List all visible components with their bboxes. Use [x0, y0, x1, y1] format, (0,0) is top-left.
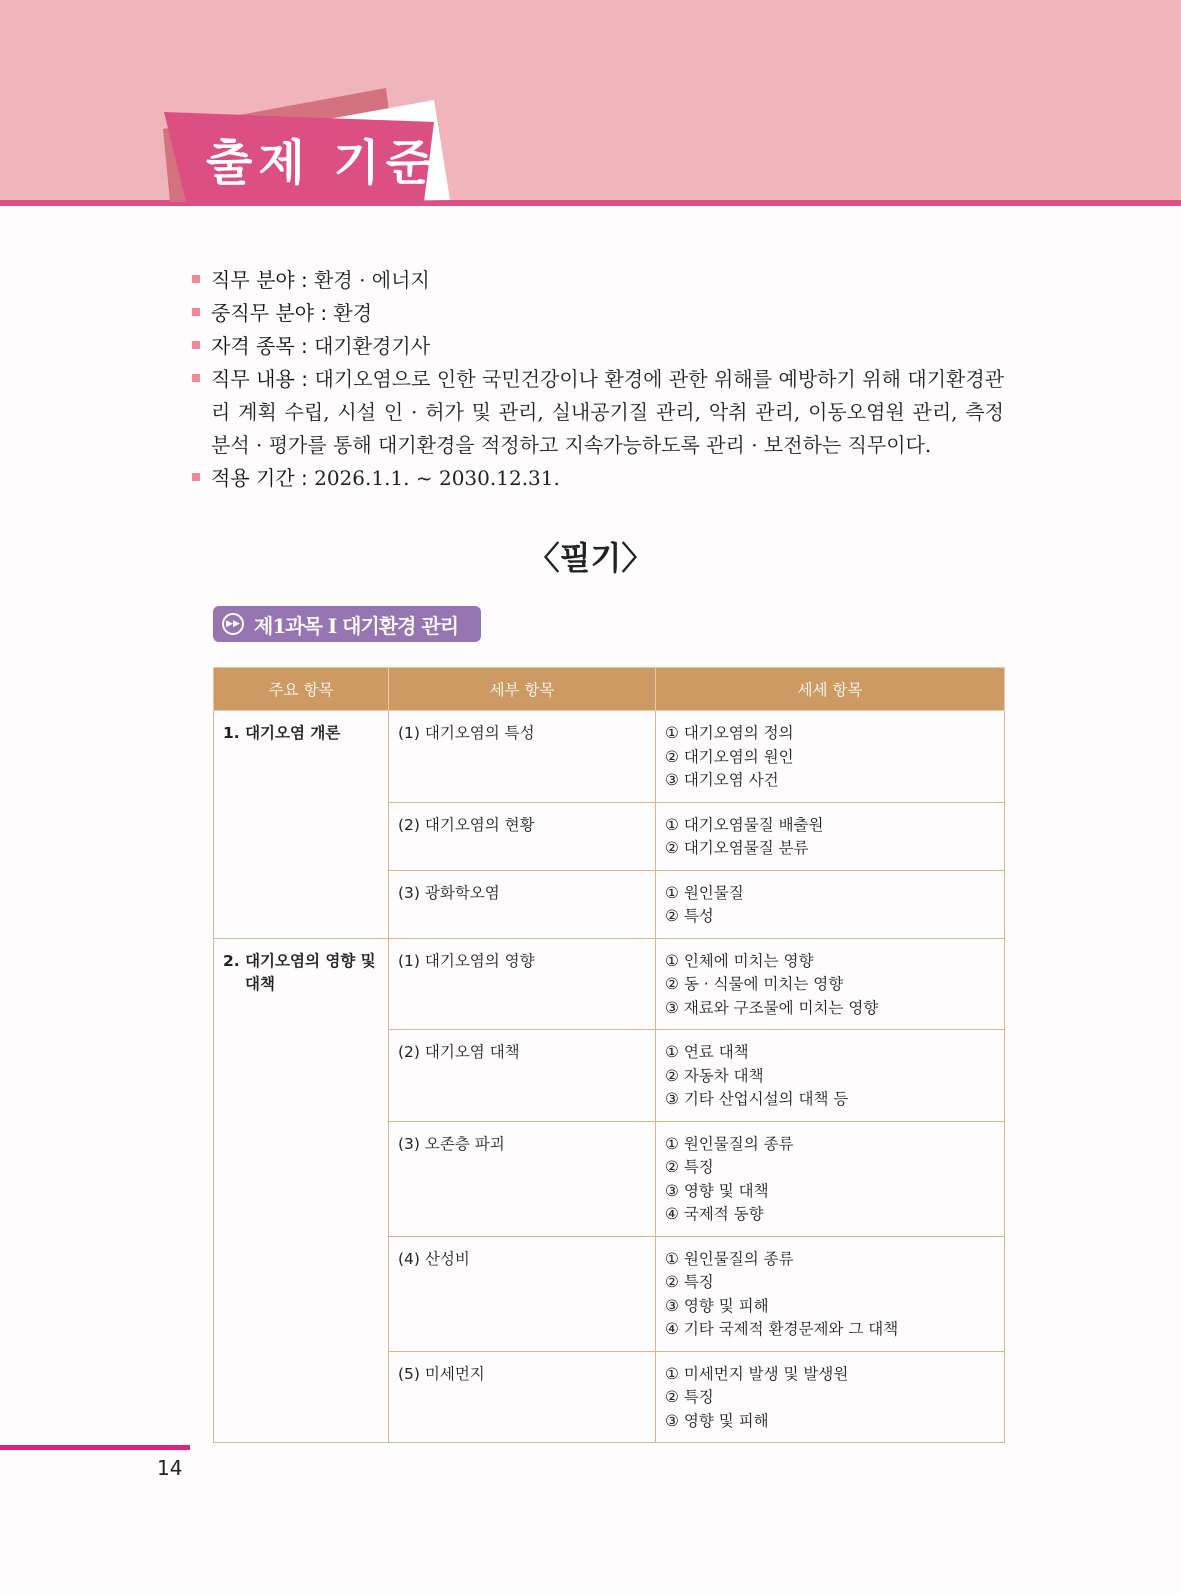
info-label: 자격 종목	[211, 334, 295, 358]
sub-items-cell	[656, 870, 1005, 938]
info-item: 직무 분야 : 환경 · 에너지	[192, 264, 1004, 297]
sub-item: ① 연료 대책	[665, 1043, 749, 1061]
table-header-row	[214, 668, 1005, 711]
sub-items-cell	[656, 802, 1005, 870]
detail-item-cell: (4) 산성비	[389, 1236, 656, 1351]
sub-item: ③ 영향 및 피해	[665, 1296, 769, 1315]
detail-item-cell: (1) 대기오염의 특성	[389, 711, 656, 803]
square-bullet-icon	[192, 341, 200, 349]
info-value: 대기환경기사	[314, 334, 431, 358]
subject-badge	[213, 606, 481, 642]
info-item: 직무 내용 : 대기오염으로 인한 국민건강이나 환경에 관한 위해를 예방하기 위해 대기환경관리 계획 수립, 시설 인 · 허가 및 관리, 실내공기질 관리, 악취 관리, 이동오염원 관리, 측정 분석 · 평가를 통해 대기환경을 적정하고 지속가능하도록 관리 · 보전하는 직무이다.	[192, 363, 1004, 462]
sub-item: ① 원인물질	[665, 883, 744, 902]
detail-item-cell: (2) 대기오염 대책	[389, 1030, 656, 1122]
detail-item-cell: (2) 대기오염의 현황	[389, 802, 656, 870]
sub-item: ② 자동차 대책	[665, 1066, 764, 1085]
main-item-cell	[214, 938, 389, 1443]
info-list	[192, 264, 1004, 495]
header-main: 주요 항목	[214, 668, 389, 711]
sub-item: ③ 재료와 구조물에 미치는 영향	[665, 998, 879, 1017]
sub-item: ④ 기타 국제적 환경문제와 그 대책	[665, 1320, 899, 1338]
fast-forward-circle-icon: ▶▶	[222, 613, 244, 635]
square-bullet-icon	[192, 374, 200, 382]
main-item-label: 1. 대기오염 개론	[223, 724, 341, 742]
info-label: 직무 분야	[211, 268, 295, 292]
page-number: 14	[157, 1456, 183, 1480]
sub-items-cell	[656, 1121, 1005, 1236]
info-label: 중직무 분야	[211, 301, 314, 325]
criteria-table	[213, 667, 1005, 1443]
table-row	[214, 938, 1005, 1030]
sub-item: ① 대기오염의 정의	[665, 724, 794, 742]
page-footer-line	[0, 1445, 190, 1450]
sub-item: ② 특성	[665, 907, 714, 925]
sub-item: ③ 대기오염 사건	[665, 771, 779, 789]
header-items: 세세 항목	[656, 668, 1005, 711]
subject-label: 제1과목 I 대기환경 관리	[254, 613, 459, 638]
sub-items-cell	[656, 1030, 1005, 1122]
info-value: 환경 · 에너지	[314, 268, 430, 292]
sub-item: ① 원인물질의 종류	[665, 1249, 794, 1268]
sub-items-cell	[656, 938, 1005, 1030]
sub-item: ② 대기오염의 원인	[665, 747, 794, 766]
sub-item: ③ 기타 산업시설의 대책 등	[665, 1090, 849, 1108]
info-label: 직무 내용	[211, 367, 295, 391]
sub-item: ① 미세먼지 발생 및 발생원	[665, 1364, 849, 1383]
table-row	[214, 711, 1005, 803]
header-detail: 세부 항목	[389, 668, 656, 711]
sub-item: ① 원인물질의 종류	[665, 1134, 794, 1153]
square-bullet-icon	[192, 275, 200, 283]
info-value: 2026.1.1. ~ 2030.12.31.	[314, 466, 560, 490]
sub-item: ② 특징	[665, 1273, 714, 1291]
info-item: 적용 기간 : 2026.1.1. ~ 2030.12.31.	[192, 462, 1004, 495]
sub-item: ① 인체에 미치는 영향	[665, 951, 814, 970]
info-label: 적용 기간	[211, 466, 295, 490]
info-value: 대기오염으로 인한 국민건강이나 환경에 관한 위해를 예방하기 위해 대기환경관리 계획 수립, 시설 인 · 허가 및 관리, 실내공기질 관리, 악취 관리, 이동오염원 관리, 측정 분석 · 평가를 통해 대기환경을 적정하고 지속가능하도록 관리 · 보전하는 직무이다.	[211, 367, 1005, 457]
detail-item-cell: (3) 광화학오염	[389, 870, 656, 938]
square-bullet-icon	[192, 308, 200, 316]
sub-items-cell	[656, 1351, 1005, 1443]
sub-item: ④ 국제적 동향	[665, 1205, 764, 1223]
info-value: 환경	[333, 301, 373, 325]
info-item: 자격 종목 : 대기환경기사	[192, 330, 1004, 363]
sub-items-cell	[656, 1236, 1005, 1351]
page-title: 출제 기준	[206, 135, 439, 191]
main-item-label: 2. 대기오염의 영향 및 대책	[223, 951, 376, 993]
main-item-cell	[214, 711, 389, 939]
sub-item: ② 특징	[665, 1388, 714, 1406]
sub-item: ① 대기오염물질 배출원	[665, 815, 824, 834]
sub-item: ③ 영향 및 대책	[665, 1181, 769, 1200]
square-bullet-icon	[192, 473, 200, 481]
sub-item: ② 대기오염물질 분류	[665, 839, 809, 857]
sub-item: ③ 영향 및 피해	[665, 1411, 769, 1430]
sub-items-cell	[656, 711, 1005, 803]
detail-item-cell: (5) 미세먼지	[389, 1351, 656, 1443]
sub-item: ② 특징	[665, 1158, 714, 1176]
info-item: 중직무 분야 : 환경	[192, 297, 1004, 330]
detail-item-cell: (1) 대기오염의 영향	[389, 938, 656, 1030]
section-title: 〈필기〉	[527, 539, 654, 577]
sub-item: ② 동 · 식물에 미치는 영향	[665, 975, 844, 993]
detail-item-cell: (3) 오존층 파괴	[389, 1121, 656, 1236]
